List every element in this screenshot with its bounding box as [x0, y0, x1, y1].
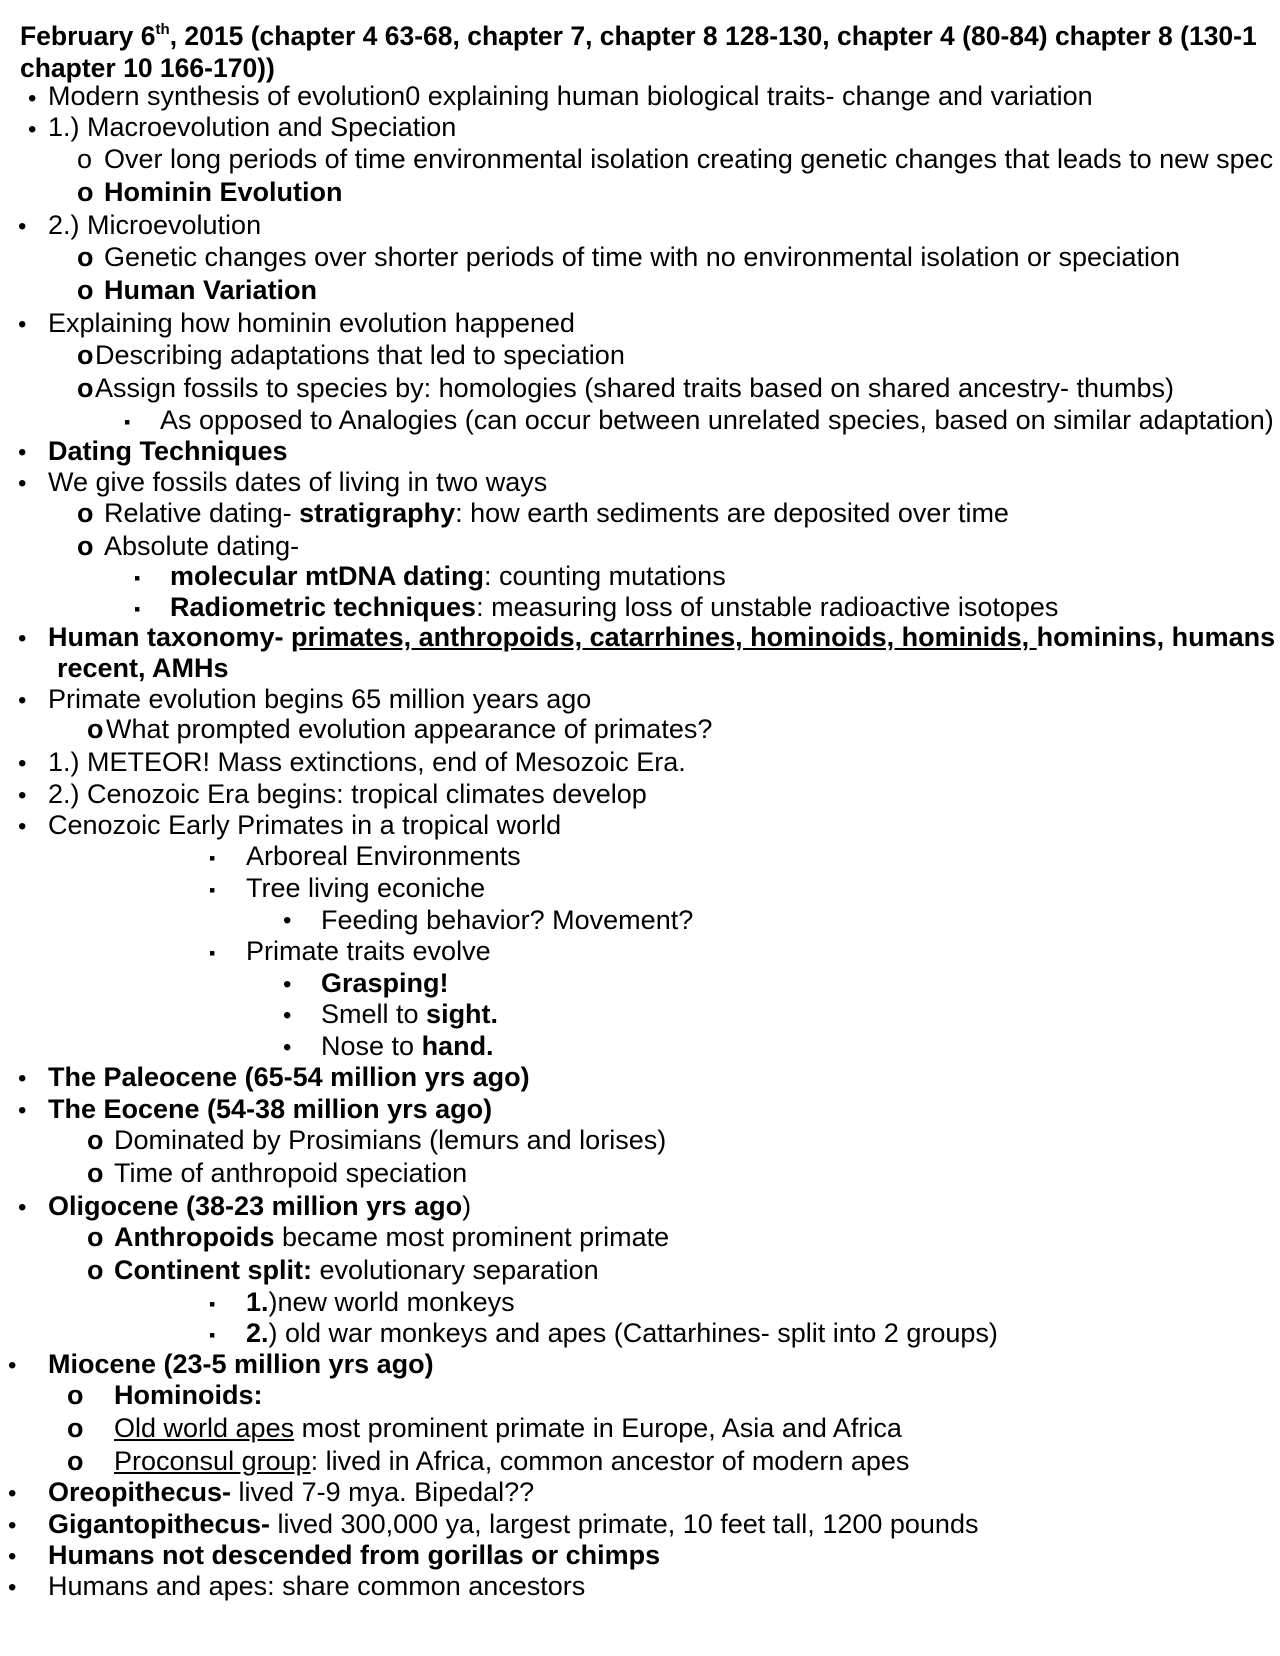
bullet-marker: •: [283, 907, 292, 934]
bullet-marker: •: [18, 213, 27, 240]
list-item-gigantopithecus: Gigantopithecus- lived 300,000 ya, largest primate, 10 feet tall, 1200 pounds: [48, 1509, 979, 1539]
circle-marker: o: [67, 1380, 84, 1410]
square-marker: ▪: [209, 943, 216, 963]
list-item-eocene: The Eocene (54-38 million yrs ago): [48, 1094, 493, 1124]
list-item-oligocene: Oligocene (38-23 million yrs ago): [48, 1191, 472, 1221]
list-item-macroevolution: 1.) Macroevolution and Speciation: [48, 112, 457, 142]
list-item-prompted: What prompted evolution appearance of primates?: [106, 714, 713, 744]
bullet-marker: •: [18, 470, 27, 497]
list-item-tree-living: Tree living econiche: [246, 873, 486, 903]
list-item-cenozoic-begins: 2.) Cenozoic Era begins: tropical climates develop: [48, 779, 647, 809]
list-item-we-give: We give fossils dates of living in two ways: [48, 467, 548, 497]
circle-marker: o: [87, 714, 104, 744]
list-item-share-ancestors: Humans and apes: share common ancestors: [48, 1571, 586, 1601]
square-marker: ▪: [134, 599, 141, 619]
bullet-marker: •: [18, 625, 27, 652]
list-item-human-variation: Human Variation: [104, 275, 318, 305]
list-item-mtdna: molecular mtDNA dating: counting mutations: [170, 561, 726, 591]
list-item-traits-evolve: Primate traits evolve: [246, 936, 491, 966]
bullet-marker: •: [18, 1097, 27, 1124]
bullet-marker: •: [18, 687, 27, 714]
circle-marker: o: [77, 373, 94, 403]
circle-marker: o: [77, 242, 94, 272]
bullet-marker: •: [8, 1512, 17, 1539]
bullet-marker: •: [18, 311, 27, 338]
bullet-marker: •: [18, 1065, 27, 1092]
list-item-anthropoids: Anthropoids became most prominent primate: [114, 1222, 670, 1252]
list-item-proconsul: Proconsul group: lived in Africa, common ancestor of modern apes: [114, 1446, 910, 1476]
list-item-arboreal: Arboreal Environments: [246, 841, 521, 871]
bullet-marker: •: [8, 1480, 17, 1507]
list-item-cenozoic-early: Cenozoic Early Primates in a tropical world: [48, 810, 562, 840]
list-item-radiometric: Radiometric techniques: measuring loss of unstable radioactive isotopes: [170, 592, 1059, 622]
list-item-old-world-apes: Old world apes most prominent primate in Europe, Asia and Africa: [114, 1413, 902, 1443]
bullet-marker: •: [283, 1002, 292, 1029]
bullet-marker: •: [18, 1194, 27, 1221]
circle-marker: o: [67, 1446, 84, 1476]
bullet-marker: •: [18, 750, 27, 777]
bullet-marker: •: [18, 813, 27, 840]
bullet-marker: •: [28, 85, 37, 112]
list-item-paleocene: The Paleocene (65-54 million yrs ago): [48, 1062, 530, 1092]
list-item-old-world-monkeys: 2.) old war monkeys and apes (Cattarhines- split into 2 groups): [246, 1318, 998, 1348]
circle-marker: o: [87, 1125, 104, 1155]
list-item-miocene: Miocene (23-5 million yrs ago): [48, 1349, 434, 1379]
square-marker: ▪: [134, 568, 141, 588]
list-item-explaining: Explaining how hominin evolution happened: [48, 308, 575, 338]
square-marker: ▪: [209, 880, 216, 900]
list-item-meteor: 1.) METEOR! Mass extinctions, end of Mesozoic Era.: [48, 747, 686, 777]
page-title: [20, 20, 1280, 84]
list-item-hominoids: Hominoids:: [114, 1380, 263, 1410]
bullet-marker: •: [8, 1574, 17, 1601]
list-item-nose: Nose to hand.: [321, 1031, 494, 1061]
circle-marker: o: [77, 144, 93, 174]
list-item-describing: Describing adaptations that led to speciation: [95, 340, 625, 370]
title-line-2: chapter 10 166-170)): [20, 53, 275, 83]
circle-marker: o: [77, 498, 94, 528]
list-item-not-descended: Humans not descended from gorillas or chimps: [48, 1540, 661, 1570]
bullet-marker: •: [18, 782, 27, 809]
list-item-relative-dating: Relative dating- stratigraphy: how earth sediments are deposited over time: [104, 498, 1009, 528]
list-item-grasping: Grasping!: [321, 968, 449, 998]
bullet-marker: •: [8, 1543, 17, 1570]
list-item-prosimians: Dominated by Prosimians (lemurs and lorises): [114, 1125, 667, 1155]
superscript: th: [155, 21, 170, 38]
title-line-1: February 6th, 2015 (chapter 4 63-68, chapter 7, chapter 8 128-130, chapter 4 (80-84) chapter 8 (130-1: [20, 21, 1257, 51]
circle-marker: o: [77, 177, 94, 207]
list-item-macro-sub: Over long periods of time environmental isolation creating genetic changes that leads to new spec: [104, 144, 1274, 174]
list-item-micro-sub: Genetic changes over shorter periods of time with no environmental isolation or speciation: [104, 242, 1181, 272]
list-item-continent-split: Continent split: evolutionary separation: [114, 1255, 599, 1285]
square-marker: ▪: [124, 412, 131, 432]
bullet-marker: •: [8, 1352, 17, 1379]
list-item-feeding: Feeding behavior? Movement?: [321, 905, 694, 935]
square-marker: ▪: [209, 848, 216, 868]
list-item-assign: Assign fossils to species by: homologies (shared traits based on shared ancestry- thumbs): [95, 373, 1175, 403]
list-item-primate-begins: Primate evolution begins 65 million years ago: [48, 684, 592, 714]
circle-marker: o: [77, 531, 94, 561]
square-marker: ▪: [209, 1294, 216, 1314]
list-item-dating-techniques: Dating Techniques: [48, 436, 288, 466]
list-item-new-world-monkeys: 1.)new world monkeys: [246, 1287, 515, 1317]
list-item-human-taxonomy: Human taxonomy- primates, anthropoids, catarrhines, hominoids, hominids, hominins, humans: [48, 622, 1276, 652]
list-item-smell: Smell to sight.: [321, 999, 499, 1029]
bullet-marker: •: [28, 116, 37, 143]
list-item-microevolution: 2.) Microevolution: [48, 210, 262, 240]
circle-marker: o: [87, 1255, 104, 1285]
circle-marker: o: [87, 1158, 104, 1188]
circle-marker: o: [67, 1413, 84, 1443]
list-item-analogies: As opposed to Analogies (can occur between unrelated species, based on similar adaptation): [160, 405, 1274, 435]
circle-marker: o: [77, 340, 94, 370]
list-item-hominin-evolution: Hominin Evolution: [104, 177, 343, 207]
square-marker: ▪: [209, 1325, 216, 1345]
list-item-anthropoid-speciation: Time of anthropoid speciation: [114, 1158, 468, 1188]
bullet-marker: •: [283, 971, 292, 998]
list-item-modern-synthesis: Modern synthesis of evolution0 explaining human biological traits- change and variation: [48, 81, 1093, 111]
circle-marker: o: [87, 1222, 104, 1252]
bullet-marker: •: [18, 439, 27, 466]
list-item-absolute-dating: Absolute dating-: [104, 531, 300, 561]
circle-marker: o: [77, 275, 94, 305]
list-item-oreopithecus: Oreopithecus- lived 7-9 mya. Bipedal??: [48, 1477, 535, 1507]
bullet-marker: •: [283, 1034, 292, 1061]
list-item-human-taxonomy-cont: recent, AMHs: [57, 653, 229, 683]
